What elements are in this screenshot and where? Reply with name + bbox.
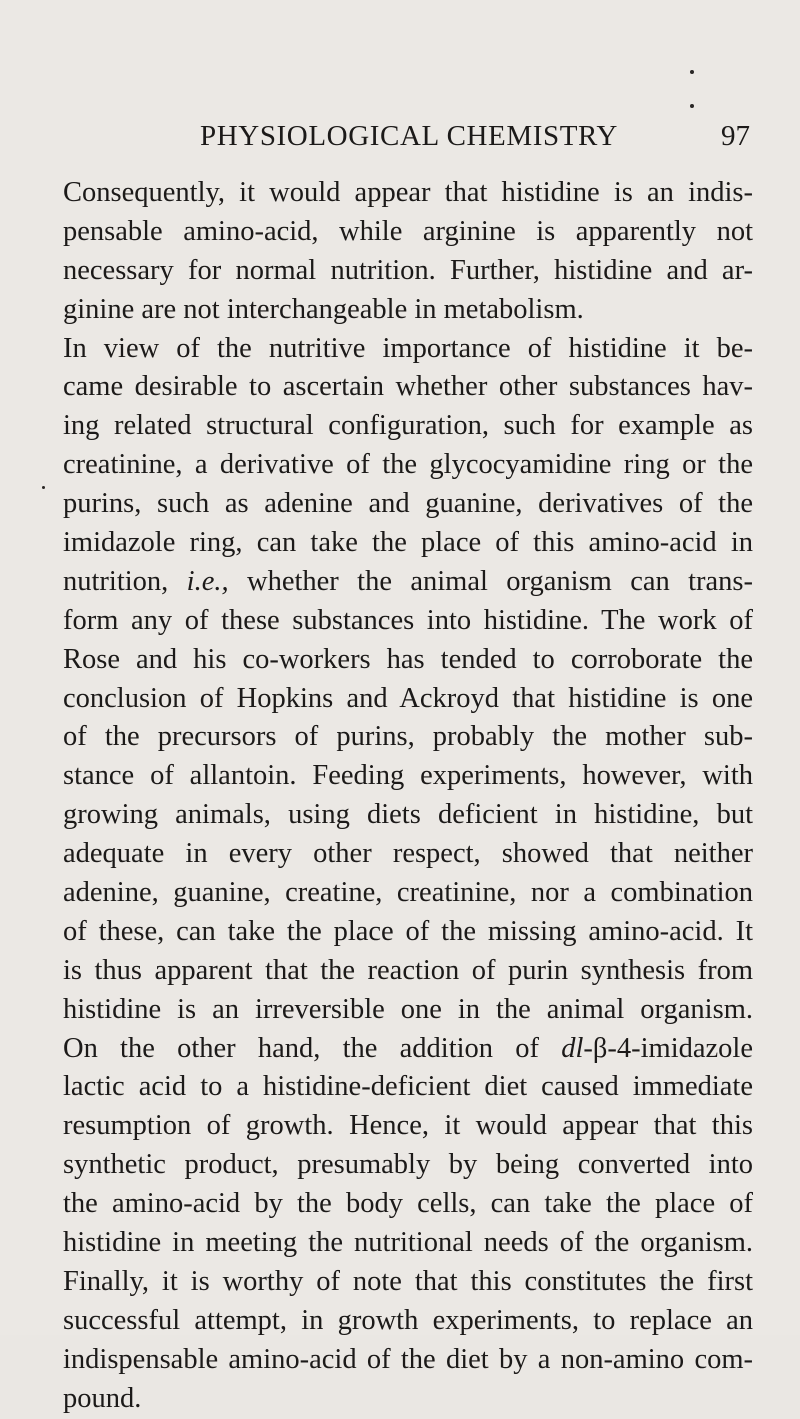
text-line: necessary for normal nutrition. Further, histidine and ar-: [63, 254, 753, 286]
body-text: [63, 174, 753, 1419]
text-line: of these, can take the place of the missing amino-acid. It: [63, 915, 753, 947]
print-speck: [690, 104, 694, 108]
text-run: whether the animal organism can trans-: [228, 565, 754, 597]
text-line: Rose and his co-workers has tended to corroborate the: [63, 643, 753, 675]
text-line: imidazole ring, can take the place of this amino-acid in: [63, 527, 753, 559]
text-line: the amino-acid by the body cells, can take the place of: [63, 1188, 753, 1220]
text-line: histidine in meeting the nutritional needs of the organism.: [63, 1227, 753, 1259]
text-line: conclusion of Hopkins and Ackroyd that histidine is one: [63, 682, 753, 714]
text-line: pensable amino-acid, while arginine is apparently not: [63, 215, 753, 247]
text-line: Consequently, it would appear that histidine is an indis-: [63, 177, 753, 208]
text-line: came desirable to ascertain whether other substances hav-: [63, 371, 753, 403]
text-line: In view of the nutritive importance of histidine it be-: [63, 332, 753, 364]
text-line: is thus apparent that the reaction of purin synthesis from: [63, 954, 753, 986]
text-run: nutrition,: [63, 565, 187, 597]
text-line: indispensable amino-acid of the diet by a non-amino com-: [63, 1343, 753, 1375]
italic-term: i.e.,: [186, 565, 229, 597]
text-line: adequate in every other respect, showed that neither: [63, 838, 753, 870]
print-speck: [42, 486, 45, 489]
text-line: stance of allantoin. Feeding experiments, however, with: [63, 760, 753, 792]
text-line: histidine is an irreversible one in the animal organism.: [63, 993, 753, 1025]
text-line: lactic acid to a histidine-deficient diet caused immediate: [63, 1071, 753, 1103]
text-line: ing related structural configuration, such for example as: [63, 410, 753, 442]
running-title: PHYSIOLOGICAL CHEMISTRY: [200, 120, 618, 152]
italic-term: dl: [561, 1032, 584, 1064]
text-line: form any of these substances into histidine. The work of: [63, 604, 753, 636]
running-head: [170, 116, 750, 156]
text-run: -β-4-imidazole: [583, 1032, 753, 1064]
text-line: purins, such as adenine and guanine, derivatives of the: [63, 488, 753, 520]
text-line: synthetic product, presumably by being converted into: [63, 1149, 753, 1181]
print-speck: [690, 70, 694, 74]
text-line: of the precursors of purins, probably the mother sub-: [63, 721, 753, 753]
text-line: resumption of growth. Hence, it would appear that this: [63, 1110, 753, 1142]
text-line: [63, 563, 753, 602]
page-number: 97: [721, 120, 750, 152]
text-line: ginine are not interchangeable in metabolism.: [63, 293, 584, 325]
text-line: growing animals, using diets deficient in histidine, but: [63, 799, 753, 831]
text-line: [63, 1030, 753, 1069]
text-line: creatinine, a derivative of the glycocyamidine ring or the: [63, 449, 753, 481]
text-line: successful attempt, in growth experiments, to replace an: [63, 1304, 753, 1336]
text-line: adenine, guanine, creatine, creatinine, nor a combination: [63, 877, 753, 909]
text-line: Finally, it is worthy of note that this constitutes the first: [63, 1265, 753, 1297]
text-run: On the other hand, the addition of: [63, 1032, 562, 1064]
text-line: pound.: [63, 1382, 142, 1414]
